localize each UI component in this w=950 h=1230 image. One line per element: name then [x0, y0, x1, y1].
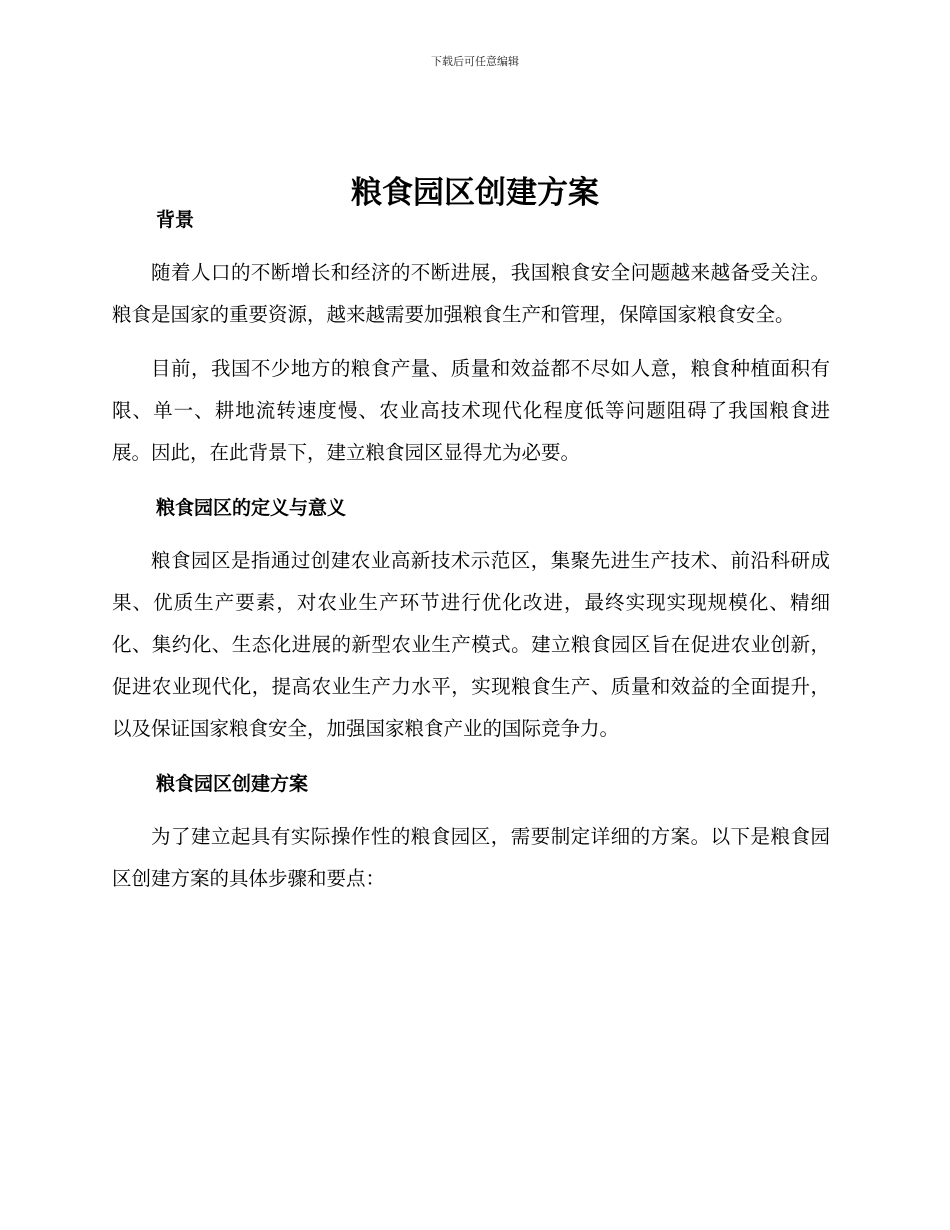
- document-title: 粮食园区创建方案: [351, 174, 599, 211]
- section-heading-background: 背景: [156, 209, 195, 231]
- section-heading-plan: 粮食园区创建方案: [156, 773, 309, 795]
- page-header-note: 下载后可任意编辑: [431, 55, 519, 68]
- document-body: [112, 200, 830, 900]
- background-paragraph-2: 目前，我国不少地方的粮食产量、质量和效益都不尽如人意，粮食种植面积有限、单一、耕地流转速度慢、农业高技术现代化程度低等问题阻碍了我国粮食进展。因此，在此背景下，建立粮食园区显得尤为必要。: [112, 357, 830, 464]
- plan-paragraph-1: 为了建立起具有实际操作性的粮食园区，需要制定详细的方案。以下是粮食园区创建方案的具体步骤和要点：: [112, 825, 830, 890]
- section-heading-definition: 粮食园区的定义与意义: [156, 497, 347, 519]
- definition-paragraph-1: 粮食园区是指通过创建农业高新技术示范区，集聚先进生产技术、前沿科研成果、优质生产要素，对农业生产环节进行优化改进，最终实现实现规模化、精细化、集约化、生态化进展的新型农业生产模式。建立粮食园区旨在促进农业创新，促进农业现代化，提高农业生产力水平，实现粮食生产、质量和效益的全面提升，以及保证国家粮食安全，加强国家粮食产业的国际竞争力。: [112, 549, 830, 740]
- background-paragraph-1: 随着人口的不断增长和经济的不断进展，我国粮食安全问题越来越备受关注。粮食是国家的重要资源，越来越需要加强粮食生产和管理，保障国家粮食安全。: [112, 261, 830, 326]
